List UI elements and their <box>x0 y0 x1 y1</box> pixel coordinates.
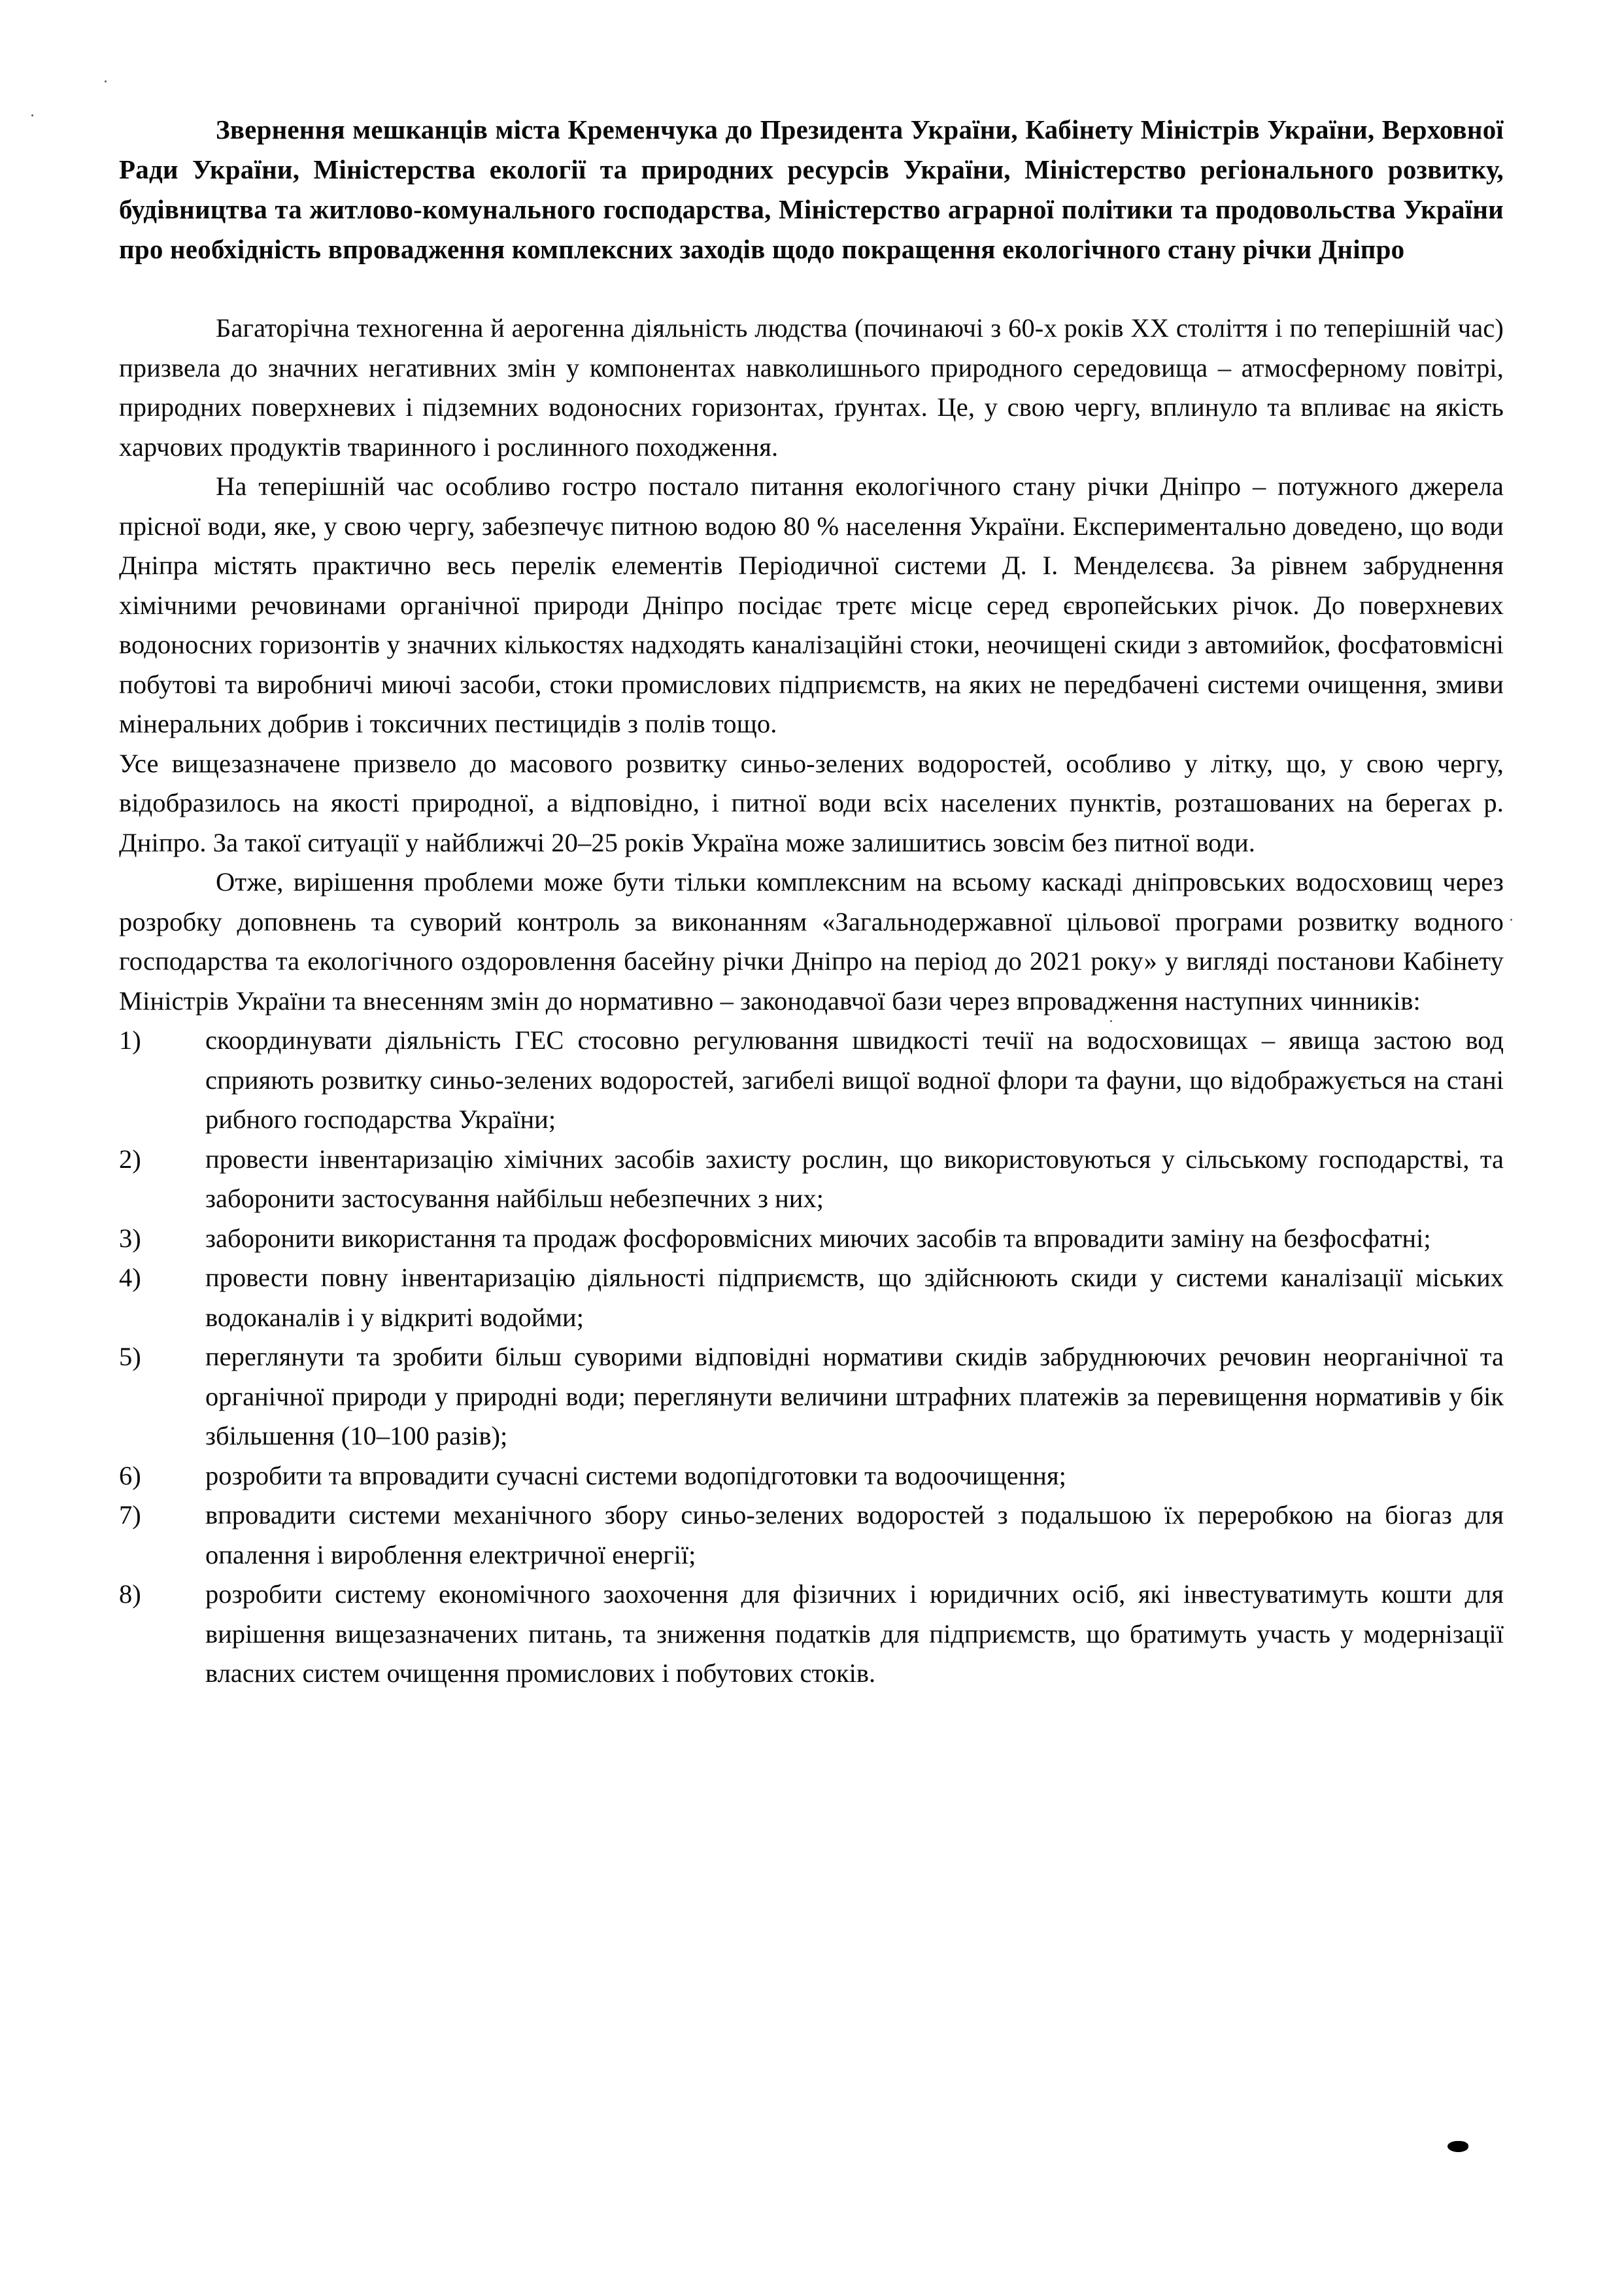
list-item <box>119 1258 1504 1337</box>
paragraph-solution: Отже, вирішення проблеми може бути тільки комплексним на всьому каскаді дніпровських водосховищ через розробку доповнень та суворий контроль за виконанням «Загальнодержавної цільової програми розвитку водного господарства та екологічного оздоровлення басейну річки Дніпро на період до 2021 року» у вигляді постанови Кабінету Міністрів України та внесенням змін до нормативно – законодавчої бази через впровадження наступних чинників: <box>119 867 1504 1016</box>
scan-speck <box>31 114 33 116</box>
list-item-text: розробити та впровадити сучасні системи водопідготовки та водоочищення; <box>205 1460 1066 1490</box>
list-item <box>119 1219 1504 1259</box>
list-item-text: провести повну інвентаризацію діяльності підприємств, що здійснюють скиди у системи каналізації міських водоканалів і у відкриті водойми; <box>205 1263 1504 1332</box>
document-title: Звернення мешканців міста Кременчука до Президента України, Кабінету Міністрів України, Верховної Ради України, Міністерства екології та природних ресурсів України, Міністерство регіонального розвитку, будівництва та житлово-комунального господарства, Міністерство аграрної політики та продовольства України про необхідність впровадження комплексних заходів щодо покращення екологічного стану річки Дніпро <box>119 114 1504 264</box>
ink-blot-mark <box>1447 2141 1468 2152</box>
scan-speck <box>105 80 107 82</box>
list-item <box>119 1021 1504 1140</box>
list-item-number: 3) <box>119 1223 141 1253</box>
list-item-number: 7) <box>119 1500 141 1530</box>
document-page <box>119 110 1504 1694</box>
paragraph-dnipro-state: На теперішній час особливо гостро постало питання екологічного стану річки Дніпро – потужного джерела прісної води, яке, у свою чергу, забезпечує питною водою 80 % населення України. Експериментально доведено, що води Дніпра містять практично весь перелік елементів Періодичної системи Д. І. Менделєєва. За рівнем забруднення хімічними речовинами органічної природи Дніпро посідає третє місце серед європейських річок. До поверхневих водоносних горизонтів у значних кількостях надходять каналізаційні стоки, неочищені скиди з автомийок, фосфатовмісні побутові та виробничі миючі засоби, стоки промислових підприємств, на яких не передбачені системи очищення, змиви мінеральних добрив і токсичних пестицидів з полів тощо. <box>119 471 1504 738</box>
list-item-number: 2) <box>119 1144 141 1174</box>
list-item <box>119 1140 1504 1219</box>
list-item-number: 1) <box>119 1025 141 1055</box>
list-item-text: переглянути та зробити більш суворими відповідні нормативи скидів забруднюючих речовин неорганічної та органічної природи у природні води; переглянути величини штрафних платежів за перевищення нормативів у бік збільшення (10–100 разів); <box>205 1342 1504 1450</box>
list-item-number: 5) <box>119 1342 141 1371</box>
list-item <box>119 1337 1504 1456</box>
list-item <box>119 1575 1504 1694</box>
list-item-text: скоординувати діяльність ГЕС стосовно регулювання швидкості течії на водосховищах – явища застою вод сприяють розвитку синьо-зелених водоростей, загибелі вищої водної флори та фауни, що відображується на стані рибного господарства України; <box>205 1025 1504 1134</box>
list-item-text: заборонити використання та продаж фосфоровмісних миючих засобів та впровадити заміну на безфосфатні; <box>205 1223 1431 1253</box>
list-item-text: провести інвентаризацію хімічних засобів захисту рослин, що використовуються у сільському господарстві, та заборонити застосування найбільш небезпечних з них; <box>205 1144 1504 1213</box>
scan-speck <box>1510 919 1512 921</box>
list-item <box>119 1456 1504 1496</box>
list-item-number: 6) <box>119 1460 141 1490</box>
list-item-number: 4) <box>119 1263 141 1292</box>
list-item-number: 8) <box>119 1579 141 1609</box>
list-item-text: розробити систему економічного заохочення для фізичних і юридичних осіб, які інвестуватимуть кошти для вирішення вищезазначених питань, та зниження податків для підприємств, що братимуть участь у модернізації власних систем очищення промислових і побутових стоків. <box>205 1579 1504 1688</box>
list-item-text: впровадити системи механічного збору синьо-зелених водоростей з подальшою їх переробкою на біогаз для опалення і вироблення електричної енергії; <box>205 1500 1504 1569</box>
list-item <box>119 1496 1504 1575</box>
scan-speck <box>1110 1020 1112 1022</box>
paragraph-algae: Усе вищезазначене призвело до масового розвитку синьо-зелених водоростей, особливо у літку, що, у свою чергу, відобразилось на якості природної, а відповідно, і питної води всіх населених пунктів, розташованих на берегах р. Дніпро. За такої ситуації у найближчі 20–25 років Україна може залишитись зовсім без питної води. <box>119 748 1504 857</box>
measures-list <box>119 1021 1504 1694</box>
paragraph-intro: Багаторічна техногенна й аерогенна діяльність людства (починаючі з 60-х років ХХ століття і по теперішній час) призвела до значних негативних змін у компонентах навколишнього природного середовища – атмосферному повітрі, природних поверхневих і підземних водоносних горизонтах, ґрунтах. Це, у свою чергу, вплинуло та впливає на якість харчових продуктів тваринного і рослинного походження. <box>119 313 1504 462</box>
